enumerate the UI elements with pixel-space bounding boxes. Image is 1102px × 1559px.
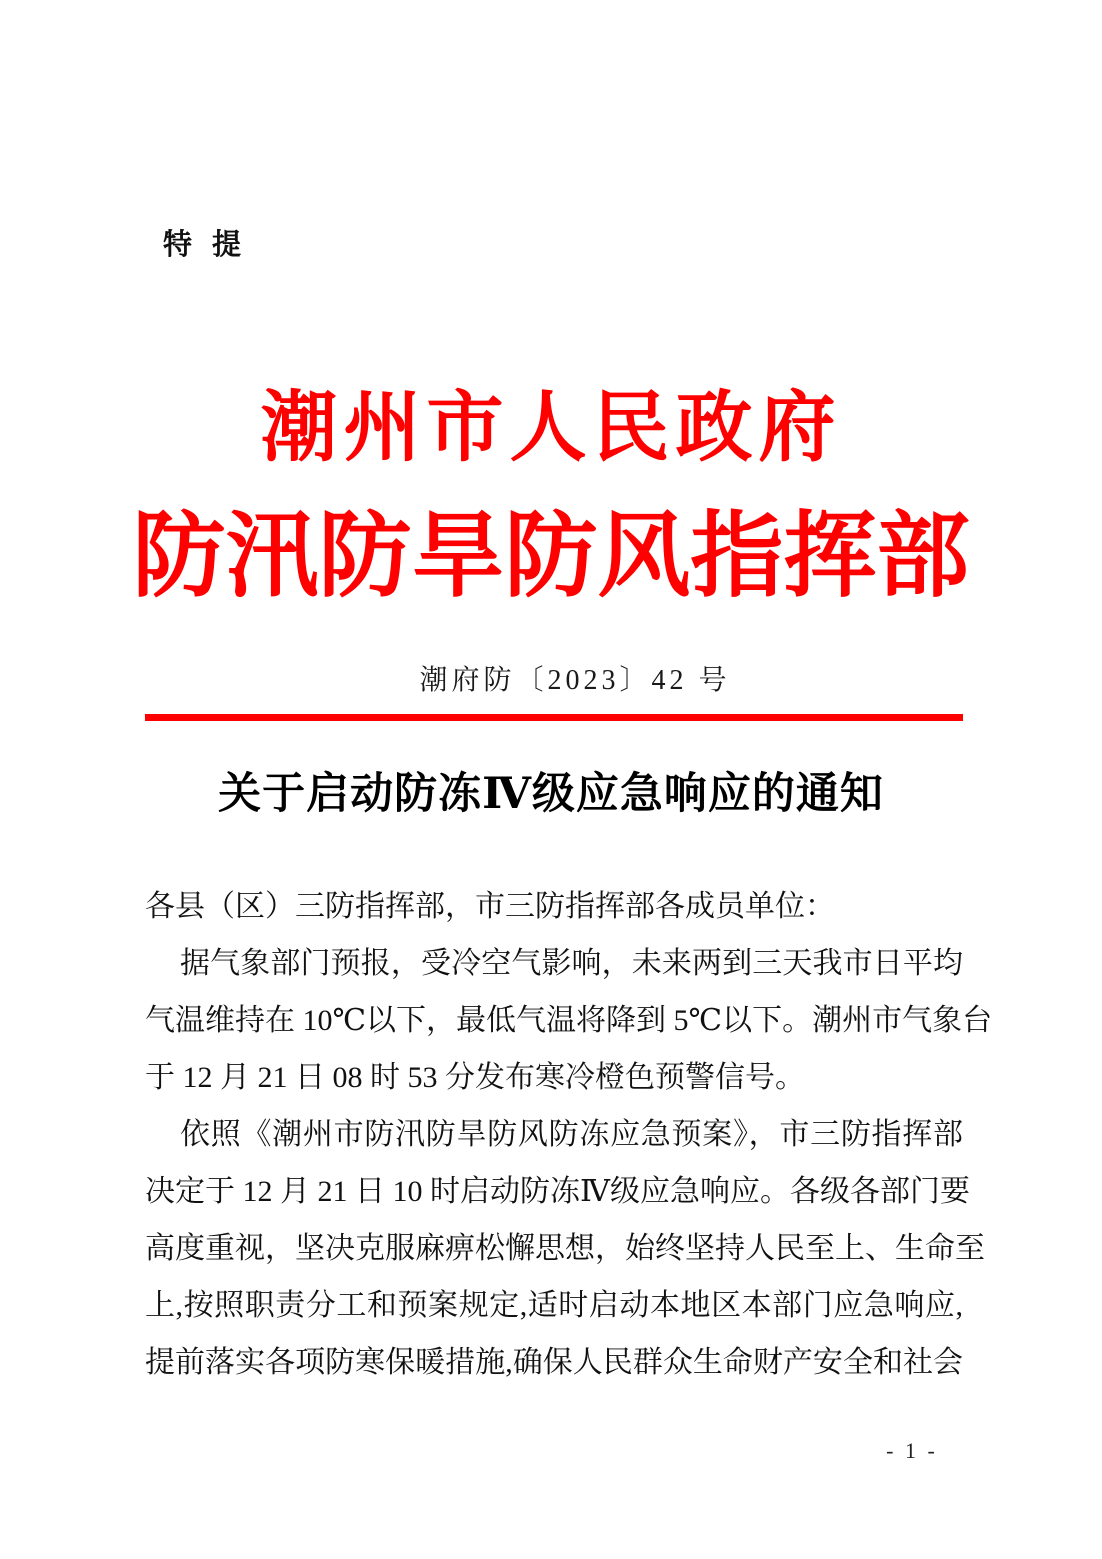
page-number: - 1 - (886, 1438, 938, 1463)
letterhead-divider-rule (145, 714, 963, 721)
notice-body (145, 878, 993, 1391)
body-line: 高度重视，坚决克服麻痹松懈思想，始终坚持人民至上、生命至 (145, 1232, 985, 1265)
urgency-level-label: 特 提 (163, 229, 248, 261)
body-line: 各县（区）三防指挥部，市三防指挥部各成员单位： (145, 890, 835, 923)
body-line: 于 12 月 21 日 08 时 53 分发布寒冷橙色预警信号。 (145, 1061, 805, 1094)
body-line: 上,按照职责分工和预案规定,适时启动本地区本部门应急响应, (145, 1289, 963, 1322)
notice-title: 关于启动防冻Ⅳ级应急响应的通知 (218, 771, 884, 818)
letterhead-org-name-line1: 潮州市人民政府 (260, 385, 842, 471)
body-line: 提前落实各项防寒保暖措施,确保人民群众生命财产安全和社会 (145, 1346, 963, 1379)
document-number: 潮府防〔2023〕42 号 (419, 665, 731, 696)
body-line: 依照《潮州市防汛防旱防风防冻应急预案》，市三防指挥部 (180, 1118, 963, 1151)
body-line: 气温维持在 10℃以下，最低气温将降到 5℃以下。潮州市气象台 (145, 1004, 993, 1037)
letterhead-org-name-line2: 防汛防旱防风指挥部 (132, 506, 970, 609)
body-line: 决定于 12 月 21 日 10 时启动防冻Ⅳ级应急响应。各级各部门要 (145, 1175, 970, 1208)
body-line: 据气象部门预报，受冷空气影响，未来两到三天我市日平均 (180, 947, 963, 980)
